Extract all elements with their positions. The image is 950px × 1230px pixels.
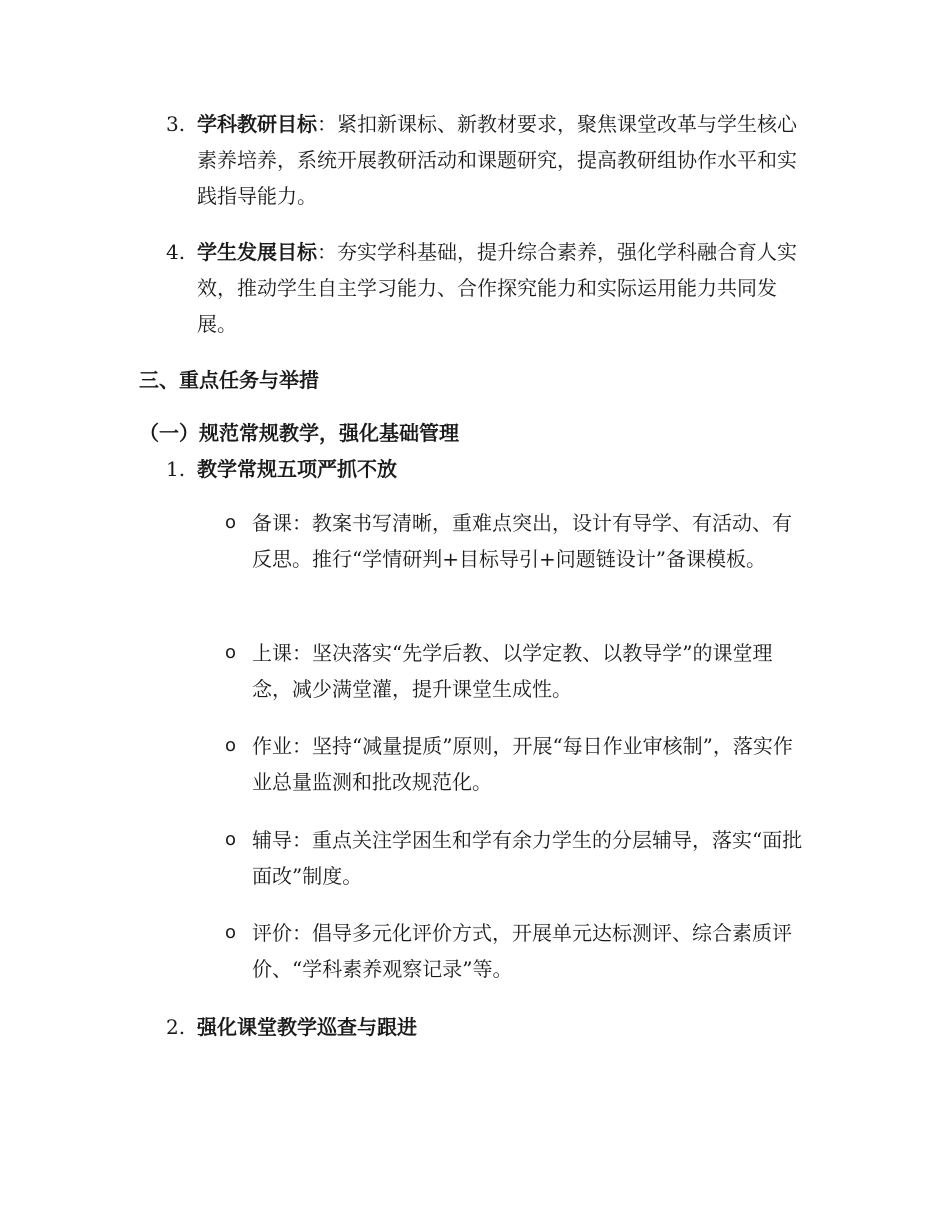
- sub-heading: （一）规范常规教学，强化基础管理: [139, 421, 459, 445]
- goal-body: ：夯实学科基础，提升综合素养，强化学科融合育人实效，推动学生自主学习能力、合作探究能力和实际运用能力共同发展。: [197, 240, 797, 336]
- goal-text: [197, 234, 809, 342]
- section-heading: 三、重点任务与举措: [139, 368, 319, 392]
- bullet-text: 评价：倡导多元化评价方式，开展单元达标测评、综合素质评价、“学科素养观察记录”等。: [252, 921, 792, 981]
- bullet-marker: o: [225, 512, 237, 533]
- goal-text: [197, 106, 809, 214]
- task-number: 2.: [166, 1015, 186, 1039]
- task-title-text: 强化课堂教学巡查与跟进: [197, 1015, 417, 1039]
- goal-title: 学生发展目标: [197, 240, 317, 264]
- goal-title: 学科教研目标: [197, 112, 317, 136]
- bullet-text: 备课：教案书写清晰，重难点突出，设计有导学、有活动、有反思。推行“学情研判+目标导引+问题链设计”备课模板。: [252, 511, 792, 571]
- bullet-text: 作业：坚持“减量提质”原则，开展“每日作业审核制”，落实作业总量监测和批改规范化。: [252, 734, 793, 794]
- goal-item-3: [166, 106, 816, 214]
- bullet-item-class: [225, 635, 810, 707]
- bullet-marker: o: [225, 922, 237, 943]
- task-title-2: [166, 1012, 806, 1042]
- goal-body: ：紧扣新课标、新教材要求，聚焦课堂改革与学生核心素养培养，系统开展教研活动和课题研究，提高教研组协作水平和实践指导能力。: [197, 112, 797, 208]
- bullet-marker: o: [225, 735, 237, 756]
- bullet-marker: o: [225, 642, 237, 663]
- bullet-text: 辅导：重点关注学困生和学有余力学生的分层辅导，落实“面批面改”制度。: [252, 828, 803, 888]
- goal-number: 4.: [166, 240, 186, 264]
- task-number: 1.: [166, 457, 186, 481]
- bullet-marker: o: [225, 829, 237, 850]
- goal-item-4: [166, 234, 816, 342]
- bullet-item-tutoring: [225, 822, 810, 894]
- bullet-item-homework: [225, 728, 810, 800]
- task-title-1: [166, 454, 806, 484]
- task-title-text: 教学常规五项严抓不放: [197, 457, 397, 481]
- bullet-item-prep: [225, 505, 810, 577]
- goal-number: 3.: [166, 112, 186, 136]
- bullet-item-evaluation: [225, 915, 810, 987]
- bullet-text: 上课：坚决落实“先学后教、以学定教、以教导学”的课堂理念，减少满堂灌，提升课堂生成性。: [252, 641, 773, 701]
